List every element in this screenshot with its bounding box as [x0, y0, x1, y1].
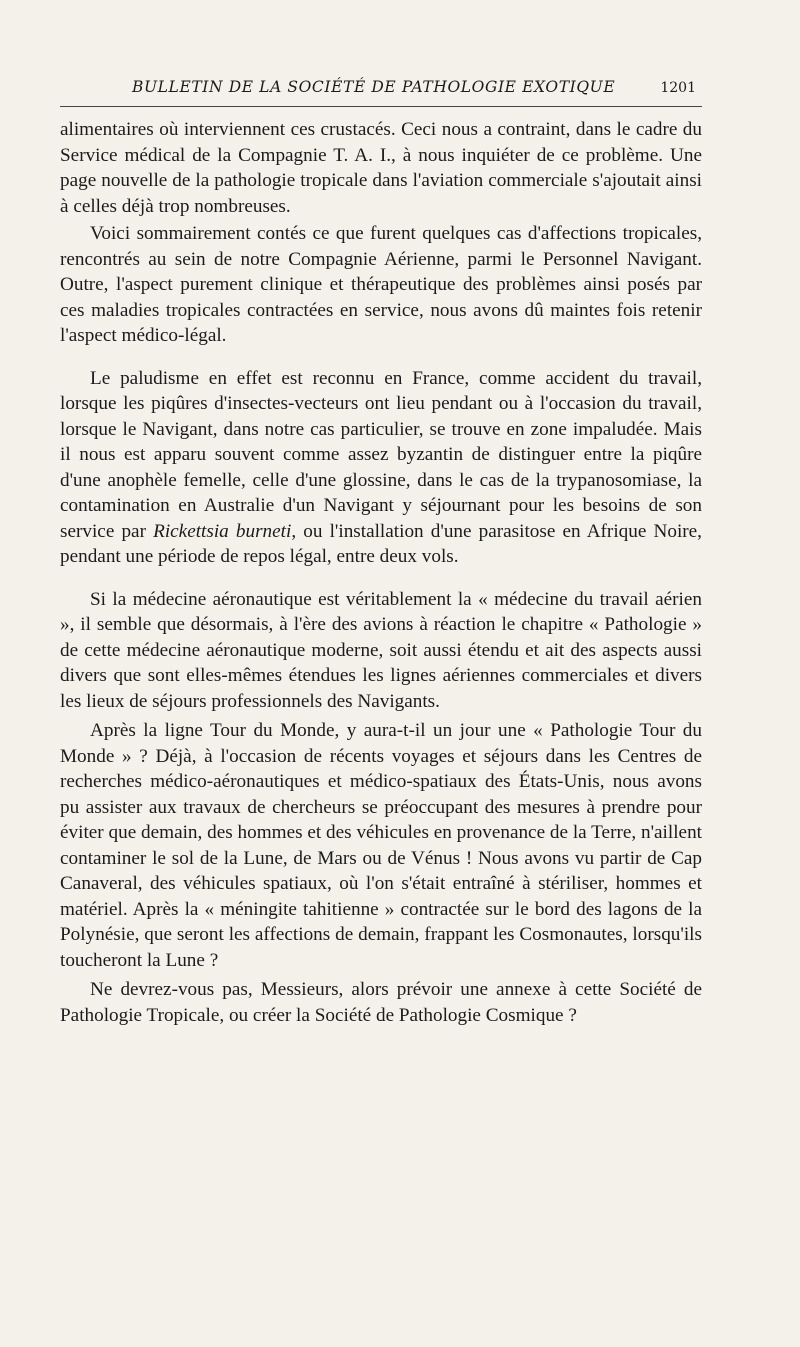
species-name: Rickettsia burneti	[153, 520, 292, 542]
malaria-text-before: Le paludisme en effet est reconnu en France, comme accident du travail, lorsque les piqûres d'insectes-vecteurs ont lieu pendant ou à l'occasion du travail, lorsque le Navigant, dans notre cas particulier, se trouve en zone impaludée. Mais il nous est apparu souvent comme assez byzantin de distinguer entre la piqûre d'une anophèle femelle, celle d'une glossine, dans le cas de la trypanosomiase, la contamination en Australie d'un Navigant y séjournant pour les besoins de son service par	[60, 367, 702, 542]
running-head	[60, 76, 702, 107]
paragraph-world-tour: Après la ligne Tour du Monde, y aura-t-il un jour une « Pathologie Tour du Monde » ? Déjà, à l'occasion de récents voyages et séjours dans les Centres de recherches médico-aéronautiques et médico-spatiaux des États-Unis, nous avons pu assister aux travaux de chercheurs se préoccupant des mesures à prendre pour éviter que demain, des hommes et des véhicules en provenance de la Terre, n'aillent contaminer le sol de la Lune, de Mars ou de Vénus ! Nous avons vu partir de Cap Canaveral, des véhicules spatiaux, où l'on s'était entraîné à stériliser, hommes et matériel. Après la « méningite tahitienne » contractée sur le bord des lagons de la Polynésie, que seront les affections de demain, frappant les Cosmonautes, lorsqu'ils toucheront la Lune ?	[60, 720, 702, 971]
paragraph-continuation: alimentaires où interviennent ces crustacés. Ceci nous a contraint, dans le cadre du Service médical de la Compagnie T. A. I., à nous inquiéter de ce problème. Une page nouvelle de la pathologie tropicale dans l'aviation commerciale s'ajoutait ainsi à celles déjà trop nombreuses.	[60, 119, 702, 217]
paragraph-aeronautical-medicine: Si la médecine aéronautique est véritablement la « médecine du travail aérien », il semble que désormais, à l'ère des avions à réaction le chapitre « Pathologie » de cette médecine aéronautique moderne, soit aussi étendu et ait des aspects aussi divers que sont elles-mêmes étendues les lignes aériennes commerciales et divers les lieux de séjours professionnels des Navigants.	[60, 588, 702, 712]
paragraph-tropical-cases: Voici sommairement contés ce que furent quelques cas d'affections tropicales, rencontrés au sein de notre Compagnie Aérienne, parmi le Personnel Navigant. Outre, l'aspect purement clinique et thérapeutique des problèmes ainsi posés par ces maladies tropicales contractées en service, nous avons dû maintes fois retenir l'aspect médico-légal.	[60, 223, 702, 346]
malaria-text-after: , ou l'installation d'une parasitose en Afrique Noire, pendant une période de repos légal, entre deux vols.	[60, 520, 702, 567]
paragraph-malaria	[60, 366, 702, 570]
article-body	[60, 117, 702, 1028]
running-title: BULLETIN DE LA SOCIÉTÉ DE PATHOLOGIE EXOTIQUE	[132, 78, 616, 96]
paragraph-cosmic-pathology: Ne devrez-vous pas, Messieurs, alors prévoir une annexe à cette Société de Pathologie Tropicale, ou créer la Société de Pathologie Cosmique ?	[60, 979, 702, 1026]
page-number: 1201	[660, 80, 696, 96]
